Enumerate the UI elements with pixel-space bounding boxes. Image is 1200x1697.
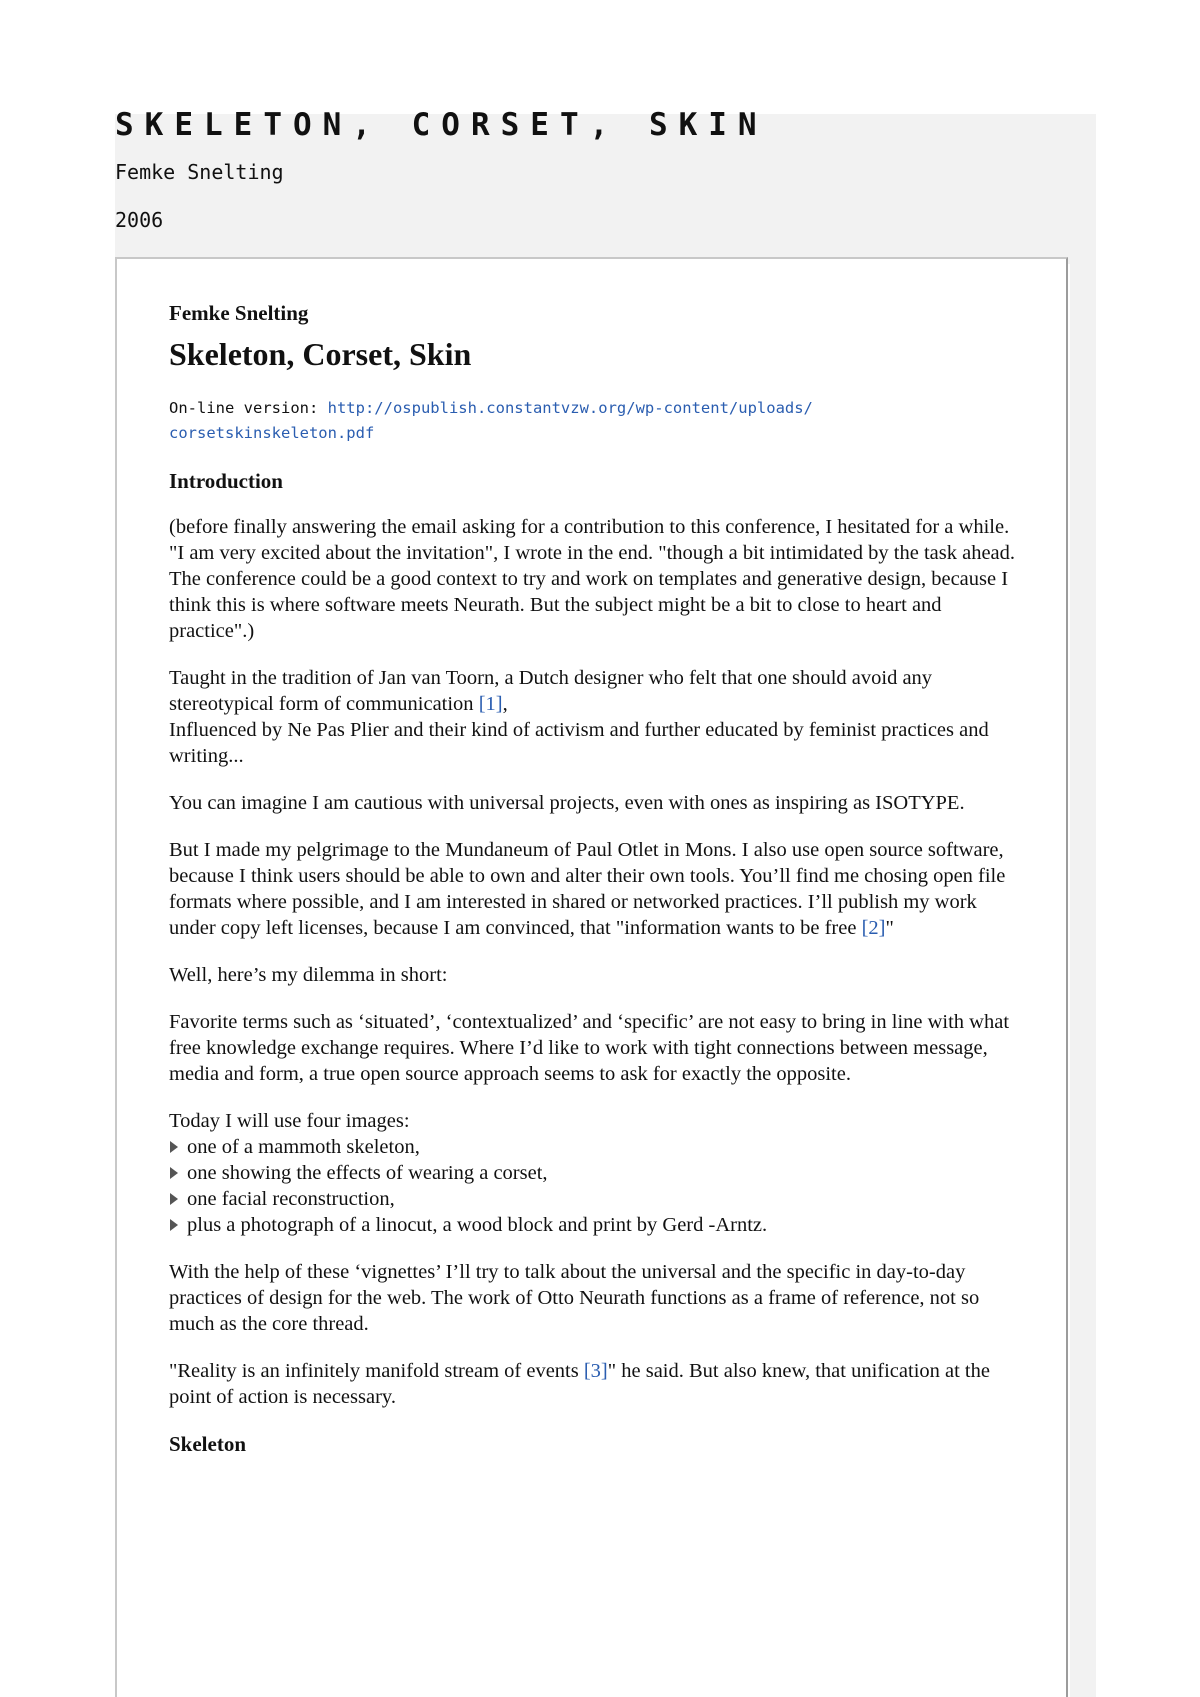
list-item xyxy=(169,1212,1019,1238)
online-version-url-line2: corsetskinskeleton.pdf xyxy=(169,424,375,442)
paragraph-4 xyxy=(169,837,1019,941)
document-title: SKELETON, CORSET, SKIN xyxy=(115,107,768,143)
paragraph-9-text-a: "Reality is an infinitely manifold stream of events xyxy=(169,1360,584,1382)
article-author: Femke Snelting xyxy=(169,301,309,325)
triangle-bullet-icon xyxy=(170,1193,178,1205)
paragraph-8: With the help of these ‘vignettes’ I’ll try to talk about the universal and the specific in day-to-day practices of design for the web. The work of Otto Neurath functions as a frame of reference, not so much as the core thread. xyxy=(169,1261,980,1335)
paragraph-6: Favorite terms such as ‘situated’, ‘contextualized’ and ‘specific’ are not easy to bring in line with what free knowledge exchange requires. Where I’d like to work with tight connections between message, media and form, a true open source approach seems to ask for exactly the opposite. xyxy=(169,1011,1010,1085)
paragraph-5: Well, here’s my dilemma in short: xyxy=(169,964,448,986)
paragraph-4-text-b: " xyxy=(885,917,894,939)
paragraph-2-text-a: Taught in the tradition of Jan van Toorn, a Dutch designer who felt that one should avoid any stereotypical form of communication xyxy=(169,667,933,715)
paragraph-4-text-a: But I made my pelgrimage to the Mundaneum of Paul Otlet in Mons. I also use open source software, because I think users should be able to own and alter their own tools. You’ll find me chosing open file formats where possible, and I am interested in shared or networked practices. I’ll publish my work under copy left licenses, because I am convinced, that "information wants to be free xyxy=(169,839,1006,939)
list-item xyxy=(169,1160,1019,1186)
article-title: Skeleton, Corset, Skin xyxy=(169,336,472,372)
list-item xyxy=(169,1186,1019,1212)
side-strip xyxy=(1070,257,1096,1697)
triangle-bullet-icon xyxy=(170,1219,178,1231)
paragraph-2-text-c: Influenced by Ne Pas Plier and their kind of activism and further educated by feminist practices and writing... xyxy=(169,719,989,767)
triangle-bullet-icon xyxy=(170,1141,178,1153)
paragraph-1: (before finally answering the email asking for a contribution to this conference, I hesitated for a while. "I am very excited about the invitation", I wrote in the end. "though a bit intimidated by the task ahead. The conference could be a good context to try and work on templates and generative design, because I think this is where software meets Neurath. But the subject might be a bit to close to heart and practice".) xyxy=(169,516,1016,642)
footnote-ref-1[interactable]: [1] xyxy=(478,693,503,715)
online-version xyxy=(169,396,1019,446)
online-version-label: On-line version: xyxy=(169,399,328,417)
list-item-text: plus a photograph of a linocut, a wood block and print by Gerd -Arntz. xyxy=(187,1214,768,1236)
list-item-text: one showing the effects of wearing a corset, xyxy=(187,1162,548,1184)
footnote-ref-3[interactable]: [3] xyxy=(583,1360,608,1382)
list-item-text: one facial reconstruction, xyxy=(187,1188,395,1210)
list-item-text: one of a mammoth skeleton, xyxy=(187,1136,420,1158)
article-body xyxy=(169,300,1019,1477)
section-heading-introduction: Introduction xyxy=(169,469,283,493)
paragraph-3: You can imagine I am cautious with universal projects, even with ones as inspiring as ISOTYPE. xyxy=(169,792,965,814)
images-list xyxy=(169,1134,1019,1238)
paragraph-2 xyxy=(169,665,1019,769)
list-item xyxy=(169,1134,1019,1160)
document-year: 2006 xyxy=(115,208,164,232)
paragraph-7-lead: Today I will use four images: xyxy=(169,1110,410,1132)
footnote-ref-2[interactable]: [2] xyxy=(861,917,886,939)
paragraph-9 xyxy=(169,1358,1019,1410)
paragraph-2-text-b: , xyxy=(502,693,508,715)
section-heading-skeleton: Skeleton xyxy=(169,1432,247,1456)
triangle-bullet-icon xyxy=(170,1167,178,1179)
paragraph-9-text-b: " he said. But also knew, that unification at the point of action is necessary. xyxy=(169,1360,990,1408)
document-author: Femke Snelting xyxy=(115,160,284,184)
online-version-url-line1: http://ospublish.constantvzw.org/wp-content/uploads/ xyxy=(327,399,813,417)
